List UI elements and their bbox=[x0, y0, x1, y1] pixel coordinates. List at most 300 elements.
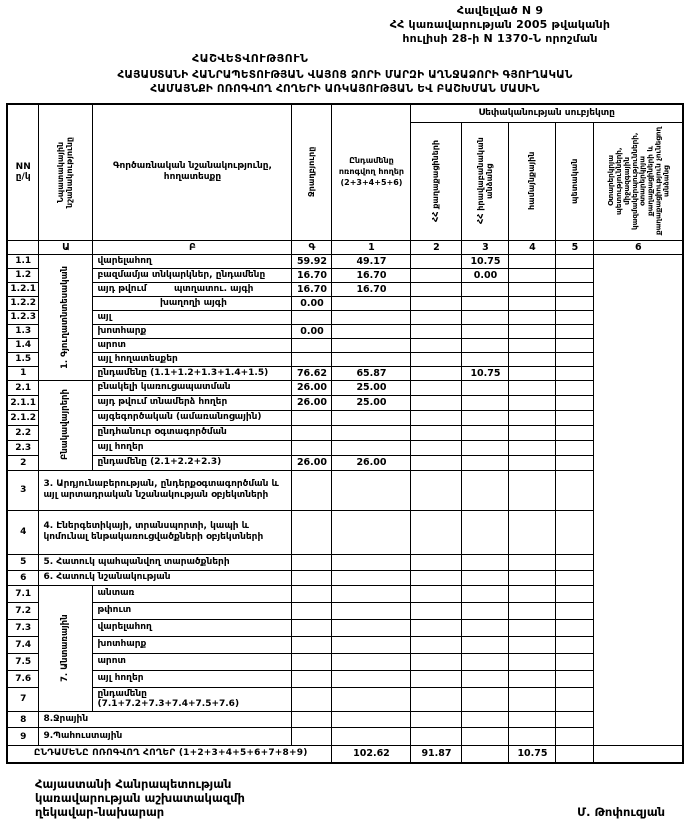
water-source-column-header bbox=[292, 104, 332, 240]
row-number-cell: 2.3 bbox=[7, 440, 39, 455]
value-cell bbox=[332, 636, 411, 653]
value-cell bbox=[509, 554, 556, 570]
row-label-cell bbox=[39, 712, 292, 728]
value-cell bbox=[332, 425, 411, 440]
table-row bbox=[7, 395, 683, 410]
citizens-column-header-text: ՀՀ քաղաքացիների bbox=[431, 139, 441, 223]
value-cell bbox=[411, 268, 462, 282]
value-cell bbox=[462, 440, 509, 455]
value-cell: 26.00 bbox=[292, 395, 332, 410]
value-cell bbox=[411, 670, 462, 687]
value-cell bbox=[509, 282, 556, 296]
ownership-group-header: Սեփականության սուբյեկտը bbox=[411, 104, 683, 122]
value-cell bbox=[509, 324, 556, 338]
value-cell bbox=[556, 282, 594, 296]
row-number-cell: 3 bbox=[7, 470, 39, 510]
table-row bbox=[7, 570, 683, 585]
value-cell bbox=[509, 602, 556, 619]
row-label: վարելահող bbox=[97, 622, 152, 633]
row-number-cell: 2.1 bbox=[7, 380, 39, 395]
value-cell bbox=[332, 310, 411, 324]
value-cell: 26.00 bbox=[332, 455, 411, 470]
value-cell bbox=[462, 425, 509, 440]
signature-block bbox=[35, 777, 665, 819]
row-label-cell bbox=[93, 282, 292, 296]
group-label: 1. Գյուղատնտեսական bbox=[60, 265, 71, 369]
appendix-line: Հավելված N 9 bbox=[456, 4, 544, 17]
row-label-cell bbox=[93, 338, 292, 352]
row-number-cell: 2.2 bbox=[7, 425, 39, 440]
value-cell bbox=[556, 338, 594, 352]
value-cell bbox=[411, 510, 462, 554]
value-cell bbox=[332, 712, 411, 728]
table-row bbox=[7, 470, 683, 510]
value-cell bbox=[332, 670, 411, 687]
value-cell bbox=[462, 395, 509, 410]
table-row bbox=[7, 425, 683, 440]
table-row bbox=[7, 510, 683, 554]
value-cell bbox=[509, 728, 556, 746]
report-subtitle bbox=[0, 68, 690, 96]
value-cell bbox=[509, 636, 556, 653]
value-cell bbox=[411, 712, 462, 728]
water-source-column-header-text: Ջրաղբյուրը bbox=[306, 147, 316, 198]
value-cell bbox=[556, 410, 594, 425]
value-cell bbox=[411, 653, 462, 670]
value-cell bbox=[332, 352, 411, 366]
row-label-cell bbox=[93, 619, 292, 636]
value-cell bbox=[332, 619, 411, 636]
foreign-column-header bbox=[594, 122, 683, 240]
value-cell bbox=[462, 324, 509, 338]
value-cell: 102.62 bbox=[332, 746, 411, 763]
value-cell: 10.75 bbox=[462, 254, 509, 268]
row-label-cell bbox=[93, 352, 292, 366]
value-cell bbox=[462, 455, 509, 470]
value-cell bbox=[509, 410, 556, 425]
table-row bbox=[7, 687, 683, 712]
value-cell bbox=[411, 440, 462, 455]
value-cell bbox=[556, 554, 594, 570]
value-cell bbox=[292, 687, 332, 712]
row-number-cell: 5 bbox=[7, 554, 39, 570]
row-label: անտառ bbox=[97, 588, 135, 599]
value-cell bbox=[509, 510, 556, 554]
citizens-column-header bbox=[411, 122, 462, 240]
row-number-cell: 8 bbox=[7, 712, 39, 728]
value-cell bbox=[509, 470, 556, 510]
value-cell bbox=[556, 687, 594, 712]
value-cell bbox=[411, 570, 462, 585]
row-number-cell: 7.4 bbox=[7, 636, 39, 653]
column-letter: 3 bbox=[462, 240, 509, 254]
row-number-cell: 1.1 bbox=[7, 254, 39, 268]
table-row bbox=[7, 728, 683, 746]
value-cell bbox=[332, 338, 411, 352]
value-cell bbox=[292, 619, 332, 636]
row-label: ընդամենը (2.1+2.2+2.3) bbox=[97, 457, 222, 468]
value-cell bbox=[292, 602, 332, 619]
value-cell bbox=[462, 282, 509, 296]
value-cell bbox=[509, 619, 556, 636]
value-cell bbox=[556, 366, 594, 380]
value-cell bbox=[556, 425, 594, 440]
table-row bbox=[7, 282, 683, 296]
value-cell bbox=[556, 712, 594, 728]
report-title: ՀԱՇՎԵՏՎՈՒԹՅՈՒՆ bbox=[192, 52, 309, 65]
row-number-cell: 7 bbox=[7, 687, 39, 712]
value-cell: 0.00 bbox=[292, 324, 332, 338]
value-cell: 16.70 bbox=[292, 282, 332, 296]
nn-column-header: NN ը/կ bbox=[7, 104, 39, 240]
row-label: ԸՆԴԱՄԵՆԸ ՈՌՈԳՎՈՂ ՀՈՂԵՐ (1+2+3+4+5+6+7+8+9) bbox=[33, 748, 308, 759]
row-label: 3. Արդյունաբերության, ընդերքօգտագործման և այլ արտադրական նշանակության օբյեկտների bbox=[43, 479, 279, 500]
row-label-cell bbox=[7, 746, 332, 763]
row-label: ընդհանուր օգտագործման bbox=[97, 427, 227, 438]
legal-entities-column-header-text: ՀՀ իրավաբանական անձանց bbox=[475, 137, 494, 225]
row-label-cell bbox=[93, 455, 292, 470]
row-label-cell bbox=[39, 510, 292, 554]
value-cell bbox=[292, 585, 332, 602]
value-cell bbox=[556, 570, 594, 585]
value-cell bbox=[292, 510, 332, 554]
value-cell bbox=[292, 653, 332, 670]
value-cell bbox=[509, 687, 556, 712]
grand-total-row bbox=[7, 746, 683, 763]
row-label: արոտ bbox=[97, 656, 126, 667]
value-cell bbox=[556, 268, 594, 282]
table-row bbox=[7, 380, 683, 395]
value-cell: 16.70 bbox=[332, 268, 411, 282]
group-label-cell bbox=[39, 585, 93, 712]
value-cell bbox=[411, 728, 462, 746]
value-cell bbox=[556, 395, 594, 410]
value-cell bbox=[411, 619, 462, 636]
row-number-cell: 2 bbox=[7, 455, 39, 470]
row-label: արոտ bbox=[97, 339, 126, 350]
value-cell bbox=[462, 352, 509, 366]
value-cell bbox=[411, 470, 462, 510]
row-label: 6. Հատուկ նշանակության bbox=[43, 572, 171, 583]
table-row bbox=[7, 585, 683, 602]
purpose-column-header bbox=[39, 104, 93, 240]
value-cell bbox=[411, 324, 462, 338]
value-cell bbox=[462, 296, 509, 310]
value-cell bbox=[556, 440, 594, 455]
value-cell bbox=[462, 410, 509, 425]
value-cell bbox=[462, 570, 509, 585]
value-cell bbox=[509, 310, 556, 324]
value-cell bbox=[411, 687, 462, 712]
value-cell bbox=[556, 352, 594, 366]
value-cell bbox=[462, 728, 509, 746]
column-letter: 1 bbox=[332, 240, 411, 254]
column-letter: Բ bbox=[93, 240, 292, 254]
value-cell bbox=[556, 653, 594, 670]
report-subtitle-line-1: ՀԱՅԱՍՏԱՆԻ ՀԱՆՐԱՊԵՏՈՒԹՅԱՆ ՎԱՅՈՑ ՁՈՐԻ ՄԱՐԶԻ ԱՂՆՋԱՁՈՐԻ ԳՅՈՒՂԱԿԱՆ bbox=[117, 69, 573, 81]
value-cell bbox=[509, 352, 556, 366]
value-cell bbox=[556, 728, 594, 746]
value-cell: 59.92 bbox=[292, 254, 332, 268]
row-label: խաղողի այգի bbox=[160, 297, 227, 308]
value-cell bbox=[556, 670, 594, 687]
purpose-column-header-text: Նպատակային նշանակությունը bbox=[56, 136, 74, 208]
row-label-cell bbox=[93, 395, 292, 410]
value-cell bbox=[292, 440, 332, 455]
value-cell bbox=[556, 470, 594, 510]
value-cell bbox=[509, 425, 556, 440]
community-column-header bbox=[509, 122, 556, 240]
row-label: թփուտ bbox=[97, 605, 132, 616]
value-cell bbox=[292, 352, 332, 366]
value-cell bbox=[292, 636, 332, 653]
row-label: այլ հողատեսքեր bbox=[97, 353, 178, 364]
row-label-cell bbox=[93, 425, 292, 440]
value-cell bbox=[556, 455, 594, 470]
row-label-cell bbox=[39, 728, 292, 746]
column-letter: 5 bbox=[556, 240, 594, 254]
table-row bbox=[7, 455, 683, 470]
value-cell: 91.87 bbox=[411, 746, 462, 763]
value-cell bbox=[332, 510, 411, 554]
table-row bbox=[7, 366, 683, 380]
table-row bbox=[7, 254, 683, 268]
row-label-cell bbox=[93, 296, 292, 310]
row-number-cell: 7.5 bbox=[7, 653, 39, 670]
row-label-cell bbox=[93, 636, 292, 653]
value-cell bbox=[411, 395, 462, 410]
value-cell: 10.75 bbox=[509, 746, 556, 763]
value-cell bbox=[292, 410, 332, 425]
value-cell: 49.17 bbox=[332, 254, 411, 268]
signatory-title-line: կառավարության աշխատակազմի bbox=[35, 790, 245, 805]
group-label-cell bbox=[39, 254, 93, 380]
signatory-name: Մ. Թոփուզյան bbox=[577, 804, 665, 819]
legal-entities-column-header bbox=[462, 122, 509, 240]
column-letter: 2 bbox=[411, 240, 462, 254]
value-cell bbox=[594, 746, 683, 763]
value-cell bbox=[462, 746, 509, 763]
value-cell bbox=[332, 470, 411, 510]
value-cell bbox=[556, 746, 594, 763]
value-cell bbox=[411, 455, 462, 470]
total-irrigated-column-header: Ընդամենը ոռոգվող հողեր (2+3+4+5+6) bbox=[332, 104, 411, 240]
row-number-cell: 1.4 bbox=[7, 338, 39, 352]
table-row bbox=[7, 310, 683, 324]
value-cell bbox=[509, 570, 556, 585]
value-cell bbox=[332, 728, 411, 746]
column-letter: 4 bbox=[509, 240, 556, 254]
value-cell: 0.00 bbox=[462, 268, 509, 282]
row-label: այդ թվում տնամերձ հողեր bbox=[97, 397, 228, 408]
row-label: այլ bbox=[97, 311, 112, 322]
table-row bbox=[7, 712, 683, 728]
value-cell bbox=[292, 470, 332, 510]
row-label-cell bbox=[93, 670, 292, 687]
value-cell: 0.00 bbox=[292, 296, 332, 310]
value-cell bbox=[411, 254, 462, 268]
header-row-top bbox=[7, 104, 683, 122]
row-label-cell bbox=[39, 554, 292, 570]
row-number-cell: 2.1.2 bbox=[7, 410, 39, 425]
value-cell bbox=[556, 585, 594, 602]
table-row bbox=[7, 268, 683, 282]
row-label: 5. Հատուկ պահպանվող տարածքների bbox=[43, 556, 230, 567]
row-label-cell bbox=[39, 470, 292, 510]
value-cell bbox=[509, 268, 556, 282]
value-cell bbox=[509, 296, 556, 310]
row-label-cell bbox=[93, 440, 292, 455]
value-cell bbox=[509, 455, 556, 470]
value-cell bbox=[332, 570, 411, 585]
signatory-title-line: ղեկավար-նախարար bbox=[35, 804, 165, 819]
value-cell bbox=[509, 338, 556, 352]
report-subtitle-line-2: ՀԱՄԱՅՆՔԻ ՈՌՈԳՎՈՂ ՀՈՂԵՐԻ ԱՌԿԱՅՈՒԹՅԱՆ ԵՎ ԲԱՇԽՄԱՆ ՄԱՍԻՆ bbox=[150, 83, 540, 95]
row-number-cell: 1.2.3 bbox=[7, 310, 39, 324]
value-cell bbox=[411, 352, 462, 366]
value-cell bbox=[292, 310, 332, 324]
value-cell bbox=[509, 366, 556, 380]
value-cell bbox=[556, 296, 594, 310]
row-number-cell: 1.3 bbox=[7, 324, 39, 338]
row-label: այլ հողեր bbox=[97, 442, 144, 453]
value-cell bbox=[292, 570, 332, 585]
value-cell bbox=[509, 585, 556, 602]
value-cell bbox=[556, 510, 594, 554]
value-cell bbox=[509, 380, 556, 395]
value-cell bbox=[556, 324, 594, 338]
row-label: 8.Ջրային bbox=[43, 714, 89, 725]
value-cell bbox=[411, 410, 462, 425]
value-cell bbox=[292, 728, 332, 746]
row-label-cell bbox=[93, 268, 292, 282]
table-row bbox=[7, 410, 683, 425]
row-label-cell bbox=[93, 653, 292, 670]
value-cell bbox=[462, 554, 509, 570]
column-letter: 6 bbox=[594, 240, 683, 254]
signatory-title-line: Հայաստանի Հանրապետության bbox=[35, 776, 232, 791]
value-cell bbox=[556, 602, 594, 619]
row-label: խոտհարք bbox=[97, 325, 147, 336]
group-label: Բնակավայրերի bbox=[60, 389, 71, 461]
value-cell bbox=[411, 425, 462, 440]
table-row bbox=[7, 653, 683, 670]
row-label: այգեգործական (ամառանոցային) bbox=[97, 412, 262, 423]
value-cell bbox=[292, 338, 332, 352]
value-cell bbox=[332, 440, 411, 455]
value-cell bbox=[332, 653, 411, 670]
value-cell bbox=[292, 425, 332, 440]
functional-column-header: Գործառնական նշանակությունը, հողատեսքը bbox=[93, 104, 292, 240]
table-row bbox=[7, 338, 683, 352]
row-label-cell bbox=[93, 585, 292, 602]
value-cell: 26.00 bbox=[292, 455, 332, 470]
row-label-cell bbox=[93, 366, 292, 380]
row-label-cell bbox=[93, 254, 292, 268]
row-number-cell: 2.1.1 bbox=[7, 395, 39, 410]
group-label-cell bbox=[39, 380, 93, 470]
state-column-header bbox=[556, 122, 594, 240]
value-cell bbox=[411, 282, 462, 296]
row-number-cell: 7.2 bbox=[7, 602, 39, 619]
value-cell bbox=[462, 687, 509, 712]
value-cell bbox=[509, 440, 556, 455]
row-label-cell bbox=[93, 602, 292, 619]
row-label: բնակելի կառուցապատման bbox=[97, 382, 231, 393]
table-row bbox=[7, 554, 683, 570]
value-cell: 25.00 bbox=[332, 395, 411, 410]
value-cell bbox=[292, 554, 332, 570]
value-cell bbox=[462, 338, 509, 352]
value-cell bbox=[411, 380, 462, 395]
table-row bbox=[7, 324, 683, 338]
value-cell bbox=[411, 554, 462, 570]
value-cell: 25.00 bbox=[332, 380, 411, 395]
value-cell bbox=[462, 712, 509, 728]
appendix-line: ՀՀ կառավարության 2005 թվականի bbox=[389, 18, 611, 31]
value-cell bbox=[332, 585, 411, 602]
appendix-block bbox=[330, 4, 670, 46]
value-cell bbox=[332, 554, 411, 570]
value-cell bbox=[411, 296, 462, 310]
row-label-cell bbox=[39, 570, 292, 585]
value-cell bbox=[411, 585, 462, 602]
value-cell bbox=[556, 254, 594, 268]
row-label: 4. Էներգետիկայի, տրանսպորտի, կապի և կոմունալ ենթակառուցվածքների օբյեկտների bbox=[43, 521, 264, 542]
row-label-cell bbox=[93, 310, 292, 324]
table-row bbox=[7, 619, 683, 636]
value-cell bbox=[411, 366, 462, 380]
value-cell bbox=[411, 338, 462, 352]
value-cell bbox=[462, 510, 509, 554]
value-cell bbox=[556, 636, 594, 653]
row-label-cell bbox=[93, 324, 292, 338]
row-number-cell: 1.5 bbox=[7, 352, 39, 366]
value-cell bbox=[509, 670, 556, 687]
value-cell bbox=[332, 410, 411, 425]
value-cell bbox=[462, 636, 509, 653]
value-cell bbox=[556, 310, 594, 324]
column-letter: Ա bbox=[39, 240, 93, 254]
value-cell bbox=[509, 712, 556, 728]
value-cell bbox=[332, 324, 411, 338]
row-label: այդ թվում bbox=[97, 283, 147, 294]
value-cell bbox=[462, 619, 509, 636]
column-letter bbox=[7, 240, 39, 254]
row-label: խոտհարք bbox=[97, 639, 147, 650]
table-body bbox=[7, 254, 683, 763]
value-cell bbox=[509, 254, 556, 268]
table-row bbox=[7, 440, 683, 455]
row-label: այլ հողեր bbox=[97, 673, 144, 684]
value-cell: 26.00 bbox=[292, 380, 332, 395]
table-row bbox=[7, 296, 683, 310]
row-number-cell: 1.2 bbox=[7, 268, 39, 282]
row-label-cell bbox=[93, 380, 292, 395]
value-cell bbox=[411, 636, 462, 653]
value-cell bbox=[332, 602, 411, 619]
row-sublabel: պտղատու. այգի bbox=[173, 283, 254, 294]
value-cell bbox=[292, 712, 332, 728]
row-number-cell: 1 bbox=[7, 366, 39, 380]
table-row bbox=[7, 352, 683, 366]
row-label: ընդամենը (1.1+1.2+1.3+1.4+1.5) bbox=[97, 367, 269, 378]
row-label: վարելահող bbox=[97, 255, 152, 266]
value-cell bbox=[462, 470, 509, 510]
value-cell bbox=[462, 585, 509, 602]
row-number-cell: 7.3 bbox=[7, 619, 39, 636]
value-cell: 16.70 bbox=[332, 282, 411, 296]
